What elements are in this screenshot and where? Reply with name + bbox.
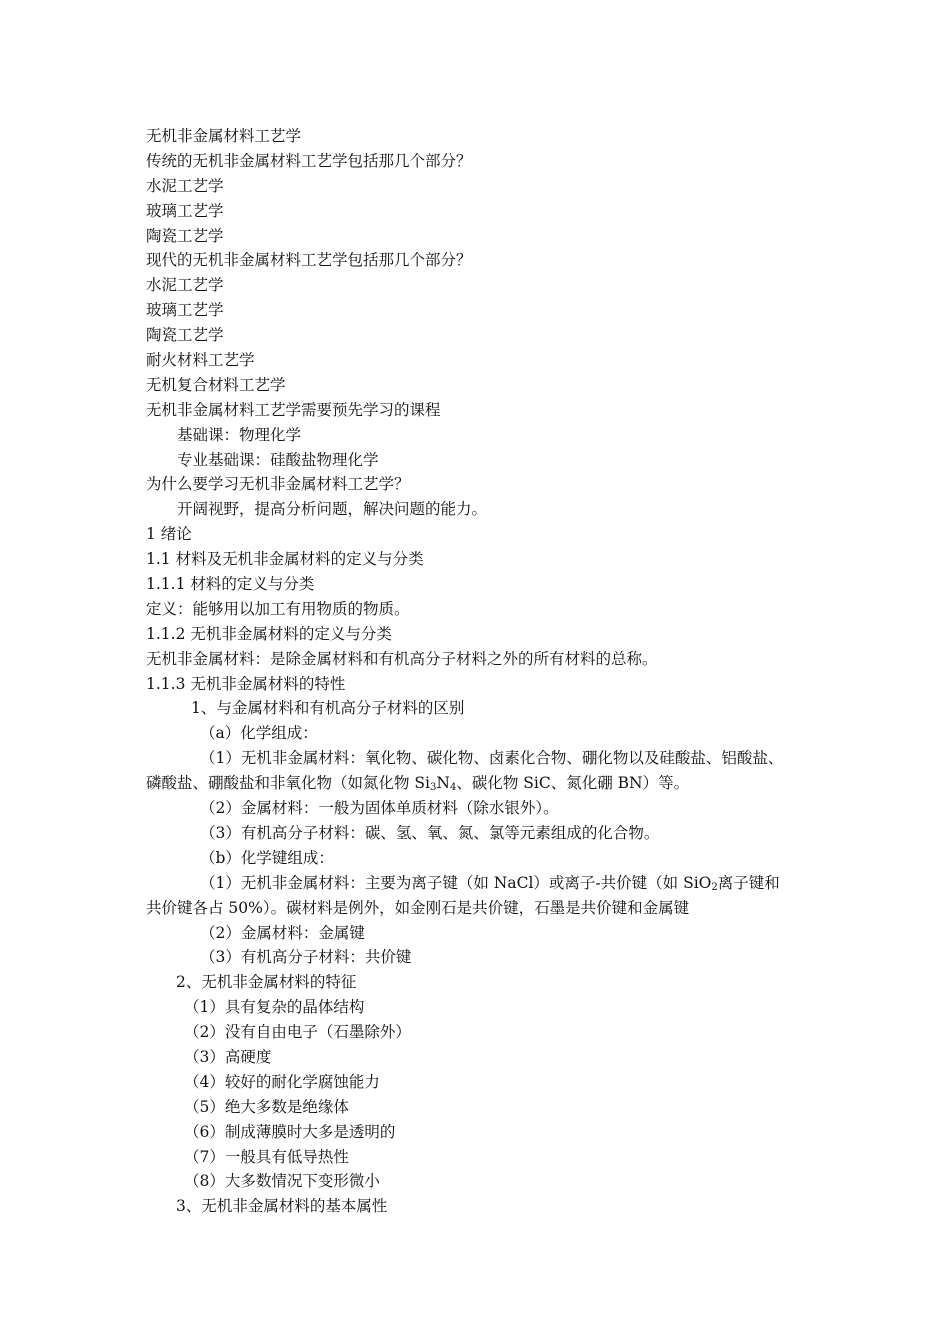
text-span: （1）无机非金属材料：主要为离子键（如 NaCl）或离子-共价键（如 SiO: [200, 873, 712, 892]
list-item: （4）较好的耐化学腐蚀能力: [184, 1072, 380, 1091]
question-traditional: 传统的无机非金属材料工艺学包括那几个部分？: [146, 151, 472, 170]
list-item: （2）没有自由电子（石墨除外）: [184, 1023, 411, 1042]
text-span: N: [436, 774, 450, 793]
subsection-heading: 1.1.1 材料的定义与分类: [146, 575, 315, 594]
text-line: 无机复合材料工艺学: [146, 375, 286, 394]
text-span: 离子键和: [717, 873, 780, 892]
text-line: 玻璃工艺学: [146, 301, 224, 320]
text-line: （1）无机非金属材料：氧化物、碳化物、卤素化合物、硼化物以及硅酸盐、铝酸盐、: [200, 749, 784, 768]
chapter-heading: 1 绪论: [146, 525, 192, 544]
question-why: 为什么要学习无机非金属材料工艺学？: [146, 475, 410, 494]
text-line: 水泥工艺学: [146, 276, 224, 295]
text-line: 陶瓷工艺学: [146, 226, 224, 245]
text-line: 专业基础课：硅酸盐物理化学: [177, 450, 379, 469]
subsection-heading: 1.1.2 无机非金属材料的定义与分类: [146, 624, 392, 643]
list-heading: 1、与金属材料和有机高分子材料的区别: [191, 699, 465, 718]
subscript: 4: [449, 782, 457, 794]
text-line: 基础课：物理化学: [177, 425, 302, 444]
text-line: （b）化学键组成：: [200, 848, 334, 867]
list-item: （7）一般具有低导热性: [184, 1147, 349, 1166]
text-line-with-formula: [146, 871, 836, 896]
text-line: （2）金属材料：金属键: [200, 923, 365, 942]
subscript: 3: [430, 782, 437, 794]
question-modern: 现代的无机非金属材料工艺学包括那几个部分？: [146, 251, 472, 270]
subsection-heading: 1.1.3 无机非金属材料的特性: [146, 674, 346, 693]
text-line-with-formula: [146, 771, 836, 796]
list-item: （6）制成薄膜时大多是透明的: [184, 1122, 396, 1141]
text-line: 耐火材料工艺学: [146, 351, 255, 370]
text-line: 陶瓷工艺学: [146, 326, 224, 345]
text-span: 、碳化物 SiC、氮化硼 BN）等。: [456, 774, 690, 793]
text-line: （2）金属材料：一般为固体单质材料（除水银外）。: [200, 799, 559, 818]
text-line: 定义：能够用以加工有用物质的物质。: [146, 599, 410, 618]
text-line: 水泥工艺学: [146, 176, 224, 195]
list-item: （1）具有复杂的晶体结构: [184, 998, 365, 1017]
text-line: 玻璃工艺学: [146, 201, 224, 220]
list-heading: 2、无机非金属材料的特征: [176, 973, 357, 992]
list-item: （3）高硬度: [184, 1047, 272, 1066]
prerequisite-heading: 无机非金属材料工艺学需要预先学习的课程: [146, 400, 441, 419]
list-item: （5）绝大多数是绝缘体: [184, 1097, 349, 1116]
list-heading: 3、无机非金属材料的基本属性: [176, 1197, 388, 1216]
section-heading: 1.1 材料及无机非金属材料的定义与分类: [146, 550, 424, 569]
text-line: （3）有机高分子材料：碳、氢、氧、氮、氯等元素组成的化合物。: [200, 823, 660, 842]
text-line: 无机非金属材料：是除金属材料和有机高分子材料之外的所有材料的总称。: [146, 649, 658, 668]
list-item: （8）大多数情况下变形微小: [184, 1172, 380, 1191]
text-line: （a）化学组成：: [200, 724, 318, 743]
document-body: [146, 124, 836, 1219]
doc-title: 无机非金属材料工艺学: [146, 127, 302, 145]
text-line: 共价键各占 50%）。碳材料是例外，如金刚石是共价键，石墨是共价键和金属键: [146, 898, 690, 917]
text-line: 开阔视野，提高分析问题，解决问题的能力。: [177, 500, 488, 519]
subscript: 2: [711, 881, 718, 893]
text-line: （3）有机高分子材料：共价键: [200, 948, 412, 967]
text-span: 磷酸盐、硼酸盐和非氧化物（如氮化物 Si: [146, 774, 431, 793]
